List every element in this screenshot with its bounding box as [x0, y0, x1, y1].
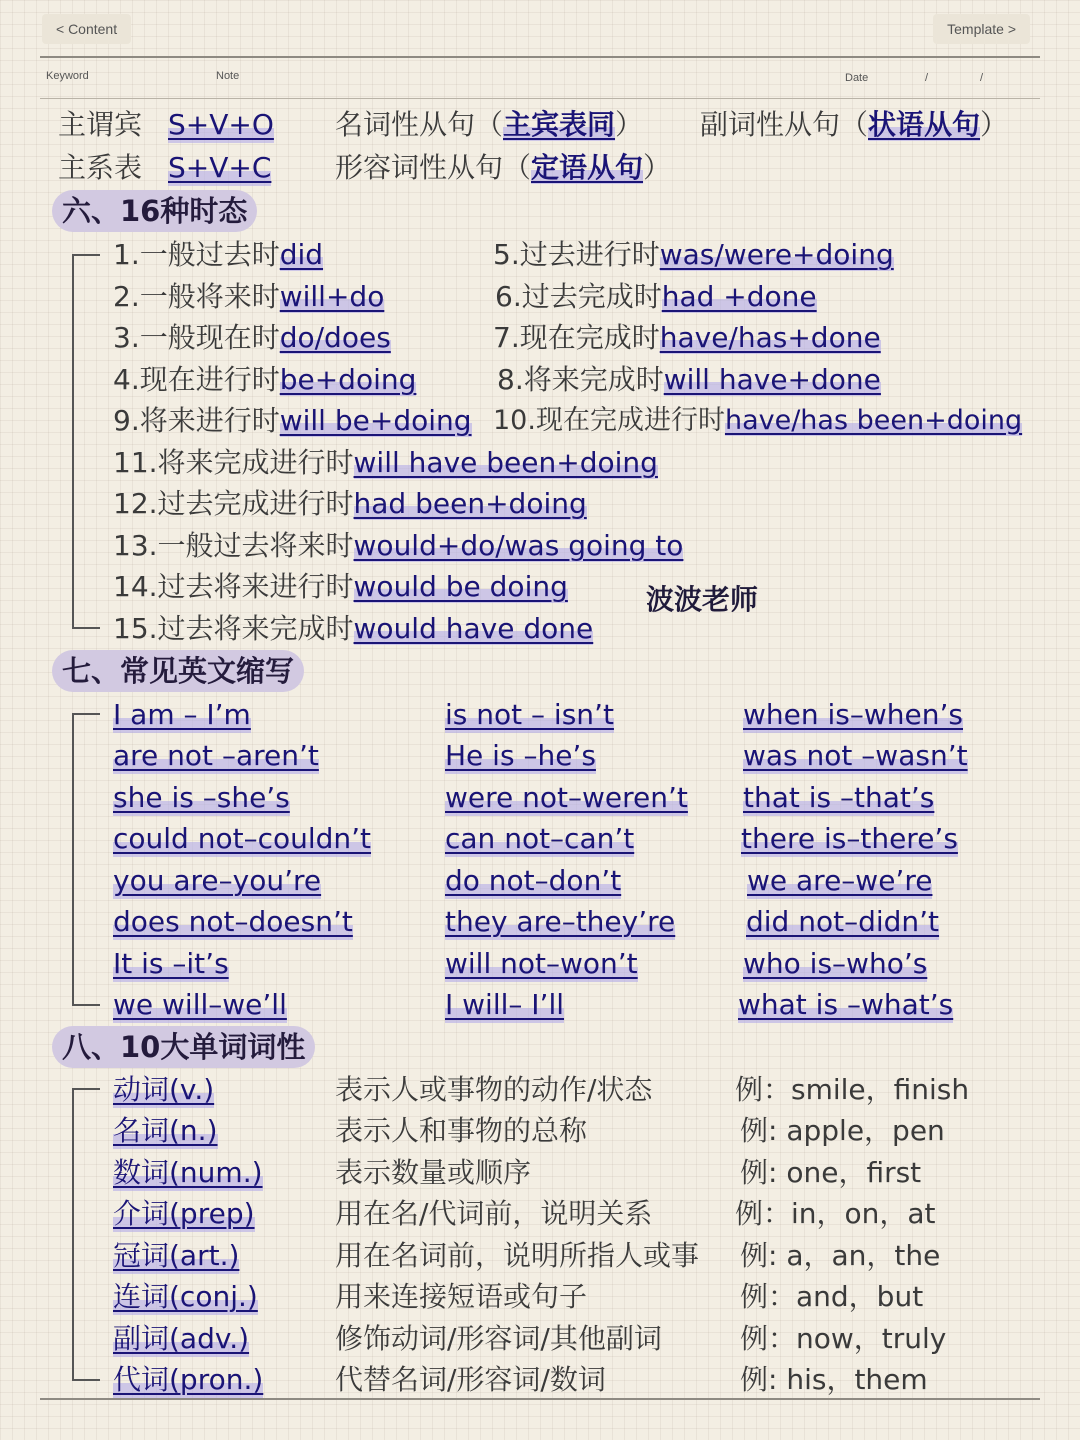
bracket-tick	[72, 627, 100, 629]
pos-example: 例：now，truly	[740, 1322, 947, 1355]
pos-example: 例: one，first	[740, 1156, 922, 1189]
clause-link: 定语从句	[531, 151, 644, 184]
intro-formula: S+V+O	[168, 108, 274, 141]
contraction-item: I will– I’ll	[445, 988, 565, 1021]
pos-desc: 用在名词前，说明所指人或事	[335, 1239, 700, 1272]
pos-desc: 用来连接短语或句子	[335, 1280, 588, 1313]
contraction-item: when is–when’s	[743, 698, 963, 731]
clause-prefix: 形容词性从句（	[335, 151, 532, 184]
contraction-item: I am – I’m	[113, 698, 251, 731]
pos-desc: 修饰动词/形容词/其他副词	[335, 1322, 662, 1355]
tense-item: 1.一般过去时did	[113, 238, 324, 271]
pos-desc: 表示人和事物的总称	[335, 1114, 588, 1147]
clause-prefix: 名词性从句（	[335, 108, 504, 141]
intro-clause	[335, 107, 643, 143]
contraction-item: that is –that’s	[743, 781, 935, 814]
pos-example: 例: apple，pen	[740, 1114, 945, 1147]
bracket-tick	[72, 1004, 100, 1006]
contraction-item: you are–you’re	[113, 864, 322, 897]
contraction-item: she is –she’s	[113, 781, 290, 814]
bracket-line	[72, 713, 74, 1005]
tense-item: 8.将来完成时will have+done	[497, 363, 881, 396]
date-separator: /	[925, 72, 929, 84]
section-title-contractions: 七、常见英文缩写	[52, 650, 304, 692]
author-signature: 波波老师	[646, 583, 759, 616]
pos-example: 例：smile，finish	[735, 1073, 970, 1106]
clause-link: 状语从句	[868, 108, 981, 141]
pos-desc: 表示数量或顺序	[335, 1156, 532, 1189]
tense-item: 10.现在完成进行时have/has been+doing	[493, 405, 1023, 436]
contraction-item: will not–won’t	[445, 947, 638, 980]
pos-example: 例: a，an，the	[740, 1239, 941, 1272]
intro-label: 主谓宾	[58, 108, 143, 141]
tense-item: 6.过去完成时had +done	[495, 280, 817, 313]
tense-item: 14.过去将来进行时would be doing	[113, 570, 568, 603]
pos-example: 例：in，on，at	[735, 1197, 936, 1230]
pos-example: 例: his，them	[740, 1363, 928, 1396]
bracket-line	[72, 254, 74, 628]
contraction-item: they are–they’re	[445, 905, 676, 938]
pos-desc: 代替名词/形容词/数词	[335, 1363, 606, 1396]
note-label: Note	[216, 70, 240, 82]
contraction-item: what is –what’s	[738, 988, 954, 1021]
pos-name: 连词(conj.)	[113, 1280, 258, 1313]
tense-item: 7.现在完成时have/has+done	[493, 321, 881, 354]
tense-item: 15.过去将来完成时would have done	[113, 612, 594, 645]
tense-item: 3.一般现在时do/does	[113, 321, 391, 354]
clause-link: 主宾表同	[503, 108, 616, 141]
meta-divider	[40, 98, 1040, 99]
intro-clause	[335, 150, 671, 186]
pos-name: 代词(pron.)	[113, 1363, 264, 1396]
bracket-tick	[72, 1088, 100, 1090]
header-divider	[40, 56, 1040, 58]
tense-item: 13.一般过去将来时would+do/was going to	[113, 529, 684, 562]
tense-item: 12.过去完成进行时had been+doing	[113, 487, 587, 520]
contraction-item: we are–we’re	[747, 864, 933, 897]
footer-divider	[40, 1398, 1040, 1400]
keyword-label: Keyword	[46, 70, 89, 82]
clause-suffix: ）	[980, 108, 1009, 141]
tense-item: 2.一般将来时will+do	[113, 280, 385, 313]
pos-name: 介词(prep)	[113, 1197, 255, 1230]
bracket-line	[72, 1088, 74, 1380]
contraction-item: was not –wasn’t	[743, 739, 968, 772]
contraction-item: can not–can’t	[445, 822, 635, 855]
contraction-item: we will–we’ll	[113, 988, 287, 1021]
contraction-item: did not–didn’t	[746, 905, 940, 938]
pos-name: 数词(num.)	[113, 1156, 263, 1189]
pos-name: 名词(n.)	[113, 1114, 218, 1147]
bracket-tick	[72, 1379, 100, 1381]
contraction-item: could not–couldn’t	[113, 822, 372, 855]
bracket-tick	[72, 713, 100, 715]
contraction-item: It is –it’s	[113, 947, 229, 980]
contraction-item: does not–doesn’t	[113, 905, 353, 938]
clause-suffix: ）	[643, 151, 672, 184]
intro-clause	[700, 107, 1008, 143]
pos-name: 冠词(art.)	[113, 1239, 240, 1272]
contraction-item: are not –aren’t	[113, 739, 319, 772]
date-label: Date	[845, 72, 869, 84]
intro-label: 主系表	[58, 151, 143, 184]
contraction-item: there is–there’s	[741, 822, 958, 855]
contraction-item: were not–weren’t	[445, 781, 688, 814]
pos-name: 动词(v.)	[113, 1073, 215, 1106]
clause-suffix: ）	[615, 108, 644, 141]
clause-prefix: 副词性从句（	[700, 108, 869, 141]
tense-item: 11.将来完成进行时will have been+doing	[113, 446, 658, 479]
section-title-tenses: 六、16种时态	[52, 190, 257, 232]
contraction-item: is not – isn’t	[445, 698, 614, 731]
tense-item: 5.过去进行时was/were+doing	[493, 238, 894, 271]
section-title-parts-of-speech: 八、10大单词词性	[52, 1026, 315, 1068]
pos-desc: 用在名/代词前，说明关系	[335, 1197, 653, 1230]
tense-item: 9.将来进行时will be+doing	[113, 404, 472, 437]
template-button[interactable]: Template >	[933, 14, 1030, 44]
intro-formula: S+V+C	[168, 151, 272, 184]
bracket-tick	[72, 254, 100, 256]
contraction-item: do not–don’t	[445, 864, 622, 897]
back-to-content-button[interactable]: < Content	[42, 14, 131, 44]
pos-desc: 表示人或事物的动作/状态	[335, 1073, 653, 1106]
tense-item: 4.现在进行时be+doing	[113, 363, 417, 396]
date-separator: /	[980, 72, 984, 84]
contraction-item: He is –he’s	[445, 739, 596, 772]
pos-name: 副词(adv.)	[113, 1322, 250, 1355]
contraction-item: who is–who’s	[743, 947, 928, 980]
pos-example: 例：and，but	[740, 1280, 924, 1313]
